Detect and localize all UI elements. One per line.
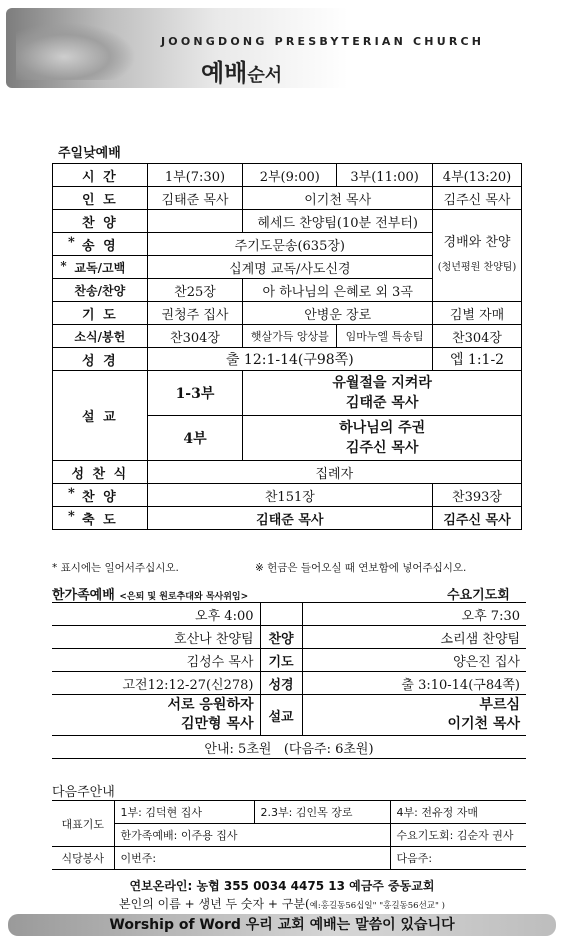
table-row bbox=[53, 484, 522, 507]
praise-value: 헤세드 찬양팀(10분 전부터) bbox=[243, 210, 433, 233]
stand-note: * 표시에는 일어서주십시오. bbox=[52, 562, 179, 574]
table-row bbox=[53, 348, 522, 371]
guide: 안내: 5초원 (다음주: 6초원) bbox=[52, 736, 526, 759]
sermon-label: 설 교 bbox=[53, 371, 148, 461]
rep-family: 한가족예배: 이주용 집사 bbox=[114, 824, 390, 847]
prayer-label-center: 기도 bbox=[260, 649, 302, 672]
title-sub: 순서 bbox=[247, 65, 283, 86]
table-row bbox=[53, 325, 522, 348]
table-row bbox=[53, 210, 522, 233]
song-value: 주기도문송(635장) bbox=[147, 233, 432, 256]
table-row bbox=[53, 507, 522, 530]
offering-2: 햇살가득 앙상블 bbox=[243, 325, 337, 348]
hymn-label: 찬송/찬양 bbox=[53, 279, 148, 302]
offering-rule-example: 예:홍길동56십일" "홍길동56선교" ) bbox=[309, 901, 445, 911]
family-time: 오후 4:00 bbox=[52, 603, 260, 626]
family-prayer: 김성수 목사 bbox=[52, 649, 260, 672]
scripture-label: 성 경 bbox=[53, 348, 148, 371]
sermon-b-preacher: 김주신 목사 bbox=[345, 440, 419, 456]
table-row bbox=[52, 847, 526, 870]
final-praise-4: 찬393장 bbox=[433, 484, 522, 507]
sermon-label-center: 설교 bbox=[260, 695, 302, 736]
wed-sermon-preacher: 이기천 목사 bbox=[447, 716, 520, 732]
leader-23: 이기천 목사 bbox=[243, 187, 433, 210]
blessing-main: 김태준 목사 bbox=[147, 507, 432, 530]
time-empty bbox=[260, 603, 302, 626]
time-label: 시 간 bbox=[53, 164, 148, 187]
offering-1: 찬304장 bbox=[147, 325, 243, 348]
blessing-label bbox=[53, 507, 148, 530]
scripture-4: 엡 1:1-2 bbox=[433, 348, 522, 371]
praise-label: 찬 양 bbox=[53, 210, 148, 233]
confess-label-text: * 교독/고백 bbox=[74, 261, 125, 275]
table-row bbox=[52, 649, 526, 672]
song-label-text: * 송 영 bbox=[82, 239, 118, 254]
hymn-23: 아 하나님의 은혜로 외 3곡 bbox=[243, 279, 433, 302]
prayer-4: 김별 자매 bbox=[433, 302, 522, 325]
wed-title: 수요기도회 bbox=[447, 588, 510, 603]
hand-illustration bbox=[16, 22, 136, 80]
blessing-4: 김주신 목사 bbox=[433, 507, 522, 530]
family-sermon-preacher: 김만형 목사 bbox=[181, 716, 254, 732]
table-row bbox=[52, 695, 526, 736]
page-title bbox=[201, 53, 282, 88]
table-row bbox=[53, 164, 522, 187]
sermon-a-title: 유월절을 지켜라 bbox=[332, 375, 432, 391]
header-banner bbox=[6, 8, 558, 88]
sermon-a-preacher: 김태준 목사 bbox=[345, 395, 419, 411]
rep-prayer-label: 대표기도 bbox=[52, 801, 114, 847]
family-title-text: 한가족예배 bbox=[52, 588, 115, 603]
family-title bbox=[52, 584, 248, 603]
title-main: 예배 bbox=[201, 59, 248, 87]
table-row bbox=[52, 824, 526, 847]
offering-3: 임마누엘 특송팀 bbox=[337, 325, 433, 348]
wed-time: 오후 7:30 bbox=[302, 603, 526, 626]
table-row bbox=[52, 736, 526, 759]
wed-prayer: 양은진 집사 bbox=[302, 649, 526, 672]
church-name: JOONGDONG PRESBYTERIAN CHURCH bbox=[161, 35, 485, 48]
praise-empty bbox=[147, 210, 243, 233]
family-subtitle: <은퇴 및 원로추대와 목사위임> bbox=[119, 592, 249, 602]
eucharist-label: 성 찬 식 bbox=[53, 461, 148, 484]
cafeteria-label: 식당봉사 bbox=[52, 847, 114, 870]
wed-sermon-title: 부르심 bbox=[479, 697, 520, 713]
hymn-1: 찬25장 bbox=[147, 279, 243, 302]
family-table bbox=[52, 602, 526, 759]
final-praise-main: 찬151장 bbox=[147, 484, 432, 507]
session-3: 3부(11:00) bbox=[337, 164, 433, 187]
family-sermon-title: 서로 응원하자 bbox=[167, 697, 254, 713]
table-row bbox=[53, 187, 522, 210]
praise-label-center: 찬양 bbox=[260, 626, 302, 649]
bottom-banner: Worship of Word 우리 교회 예배는 말씀이 있습니다 bbox=[8, 914, 556, 936]
rep-4: 4부: 전유정 자매 bbox=[390, 801, 526, 824]
prayer-23: 안병운 장로 bbox=[243, 302, 433, 325]
scripture-main: 출 12:1-14(구98쪽) bbox=[147, 348, 432, 371]
worship-4-line2: (청년평원 찬양팀) bbox=[437, 262, 517, 273]
family-scripture: 고전12:12-27(신278) bbox=[52, 672, 260, 695]
session-2: 2부(9:00) bbox=[243, 164, 337, 187]
cafeteria-this: 이번주: bbox=[114, 847, 390, 870]
offering-label: 소식/봉헌 bbox=[53, 325, 148, 348]
table-row bbox=[52, 672, 526, 695]
wed-scripture: 출 3:10-14(구84쪽) bbox=[302, 672, 526, 695]
sermon-b-session: 4부 bbox=[147, 416, 243, 461]
online-offering: 연보온라인: 농협 355 0034 4475 13 예금주 중동교회 bbox=[129, 879, 435, 893]
sunday-title: 주일낮예배 bbox=[58, 146, 121, 161]
worship-4-line1: 경배와 찬양 bbox=[443, 235, 511, 250]
offering-4: 찬304장 bbox=[433, 325, 522, 348]
next-title: 다음주안내 bbox=[52, 785, 115, 800]
sermon-b bbox=[243, 416, 522, 461]
song-label bbox=[53, 233, 148, 256]
worship-4 bbox=[433, 210, 522, 302]
leader-label: 인 도 bbox=[53, 187, 148, 210]
blessing-label-text: * 축 도 bbox=[82, 513, 118, 528]
table-row bbox=[52, 626, 526, 649]
sermon-a-session: 1-3부 bbox=[147, 371, 243, 416]
prayer-label: 기 도 bbox=[53, 302, 148, 325]
final-praise-label-text: * 찬 양 bbox=[82, 490, 118, 505]
table-row bbox=[52, 801, 526, 824]
sermon-a bbox=[243, 371, 522, 416]
session-4: 4부(13:20) bbox=[433, 164, 522, 187]
confess-value: 십계명 교독/사도신경 bbox=[147, 256, 432, 279]
family-sermon bbox=[52, 695, 260, 736]
rep-23: 2.3부: 김인목 장로 bbox=[254, 801, 390, 824]
rep-wed: 수요기도회: 김순자 권사 bbox=[390, 824, 526, 847]
wed-praise: 소리샘 찬양팀 bbox=[302, 626, 526, 649]
session-1: 1부(7:30) bbox=[147, 164, 243, 187]
rep-1: 1부: 김덕현 집사 bbox=[114, 801, 254, 824]
table-row bbox=[53, 371, 522, 416]
sermon-b-title: 하나님의 주권 bbox=[339, 420, 426, 436]
family-praise: 호산나 찬양팀 bbox=[52, 626, 260, 649]
next-table bbox=[52, 800, 526, 870]
cafeteria-next: 다음주: bbox=[390, 847, 526, 870]
offering-rule-text: 본인의 이름 + 생년 두 숫자 + 구분( bbox=[119, 897, 310, 911]
table-row bbox=[52, 603, 526, 626]
leader-4: 김주신 목사 bbox=[433, 187, 522, 210]
wed-sermon bbox=[302, 695, 526, 736]
final-praise-label bbox=[53, 484, 148, 507]
confess-label bbox=[53, 256, 148, 279]
table-row bbox=[53, 461, 522, 484]
table-row bbox=[53, 302, 522, 325]
prayer-1: 권청주 집사 bbox=[147, 302, 243, 325]
leader-1: 김태준 목사 bbox=[147, 187, 243, 210]
scripture-label-center: 성경 bbox=[260, 672, 302, 695]
offering-rule bbox=[0, 895, 564, 912]
eucharist-value: 집례자 bbox=[147, 461, 521, 484]
offering-note: ※ 헌금은 들어오실 때 연보함에 넣어주십시오. bbox=[255, 562, 467, 574]
sunday-table bbox=[52, 163, 522, 530]
